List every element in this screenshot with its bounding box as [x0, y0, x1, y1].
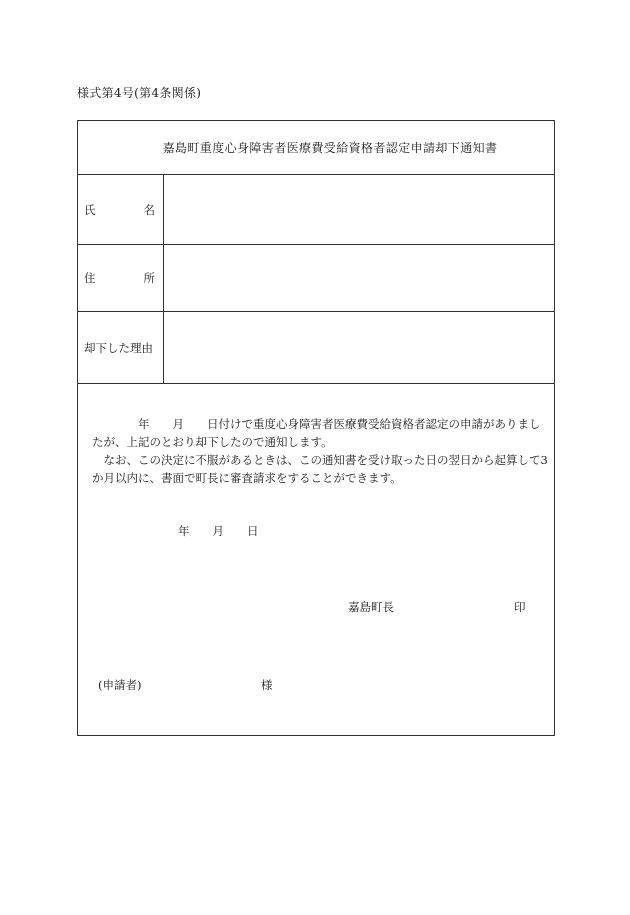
reason-value [164, 312, 554, 383]
address-label [78, 245, 164, 311]
reason-label: 却下した理由 [78, 312, 164, 383]
name-label-first: 氏 [84, 202, 96, 217]
document-title: 嘉島町重度心身障害者医療費受給資格者認定申請却下通知書 [162, 141, 498, 155]
applicant-honorific: 様 [261, 678, 273, 692]
seal-mark: 印 [514, 600, 526, 614]
notice-body [92, 415, 550, 487]
address-label-last: 所 [143, 271, 155, 285]
notice-paragraph-1: 年 月 日付けで重度心身障害者医療費受給資格者認定の申請がありましたが、上記のとおり却下したので通知します。 [92, 417, 541, 449]
name-row [78, 175, 554, 245]
notice-form [77, 120, 555, 736]
notice-paragraph-2: なお、この決定に不服があるときは、この通知書を受け取った日の翌日から起算して3か月以内に、書面で町長に審査請求をすることができます。 [92, 453, 548, 485]
applicant-label: (申請者) [98, 678, 142, 692]
name-label-last: 名 [143, 202, 155, 217]
address-label-first: 住 [84, 271, 96, 285]
issuer-name: 嘉島町長 [348, 600, 394, 614]
notice-date: 年 月 日 [155, 524, 259, 538]
reason-row [78, 312, 554, 384]
title-row [78, 121, 554, 175]
form-number: 様式第4号(第4条関係) [77, 86, 202, 100]
name-label [78, 175, 164, 244]
address-row [78, 245, 554, 312]
address-value [164, 245, 554, 311]
name-value [164, 175, 554, 244]
